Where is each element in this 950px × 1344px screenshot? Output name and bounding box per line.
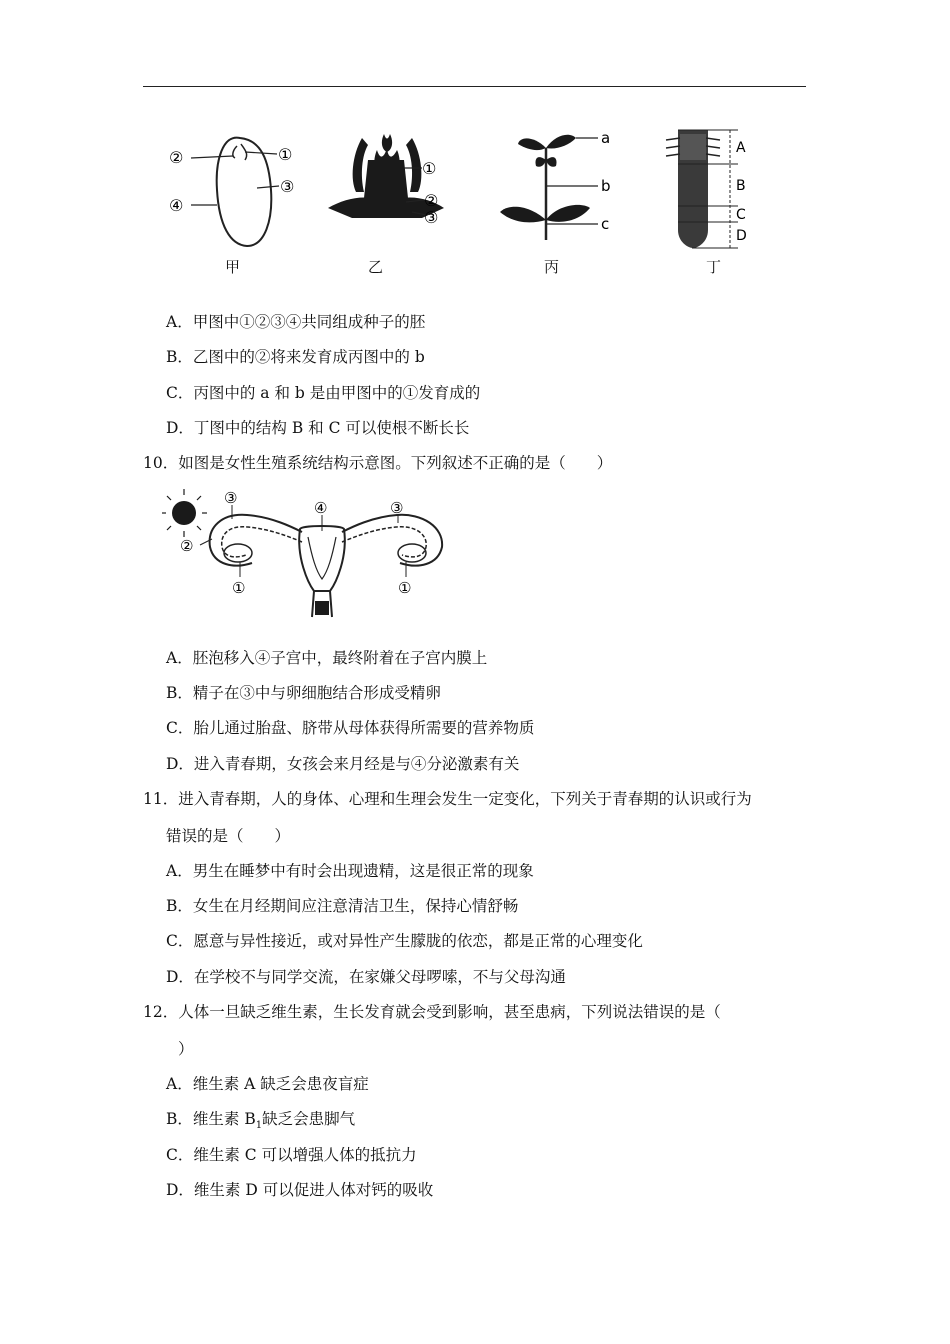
q10-stem: 10．如图是女性生殖系统结构示意图。下列叙述不正确的是（ ） xyxy=(143,454,613,472)
bing-label-b: b xyxy=(601,177,611,195)
q12-stem-line2: ） xyxy=(178,1040,194,1058)
q9-option-a: A．甲图中①②③④共同组成种子的胚 xyxy=(166,313,426,331)
caption-jia: 甲 xyxy=(225,258,241,276)
q10-option-a: A．胚泡移入④子宫中，最终附着在子宫内膜上 xyxy=(166,649,488,667)
q10-option-c: C．胎儿通过胎盘、脐带从母体获得所需要的营养物质 xyxy=(166,719,535,737)
caption-bing: 丙 xyxy=(544,258,560,276)
bing-label-a: a xyxy=(601,129,611,147)
jia-label-1: ① xyxy=(278,145,293,164)
jia-label-3: ③ xyxy=(280,177,295,196)
q9-option-c: C．丙图中的 a 和 b 是由甲图中的①发育成的 xyxy=(166,384,481,402)
figure-jia-seed xyxy=(165,120,305,280)
q11-option-a: A．男生在睡梦中有时会出现遗精，这是很正常的现象 xyxy=(166,862,534,880)
jia-label-4: ④ xyxy=(169,196,184,215)
q12-option-b-suffix: 缺乏会患脚气 xyxy=(262,1110,356,1128)
q12-option-b-prefix: B．维生素 B xyxy=(166,1110,256,1128)
ding-label-c: C xyxy=(736,207,746,223)
ding-label-d: D xyxy=(736,228,747,244)
q12-option-a: A．维生素 A 缺乏会患夜盲症 xyxy=(166,1075,369,1093)
caption-ding: 丁 xyxy=(706,258,722,276)
q9-option-d: D．丁图中的结构 B 和 C 可以使根不断长长 xyxy=(166,419,470,437)
ding-label-a: A xyxy=(736,140,746,156)
q10-option-b: B．精子在③中与卵细胞结合形成受精卵 xyxy=(166,684,441,702)
q12-stem-line1: 12．人体一旦缺乏维生素，生长发育就会受到影响，甚至患病，下列说法错误的是（ xyxy=(143,1003,721,1021)
f10-label-3-right: ③ xyxy=(390,499,404,517)
header-rule xyxy=(143,86,806,87)
q12-option-c: C．维生素 C 可以增强人体的抵抗力 xyxy=(166,1146,417,1164)
f10-label-1-right: ① xyxy=(398,579,412,597)
f10-label-4: ④ xyxy=(314,499,328,517)
f10-label-1-left: ① xyxy=(232,579,246,597)
q11-option-d: D．在学校不与同学交流，在家嫌父母啰嗦，不与父母沟通 xyxy=(166,968,566,986)
q12-option-b-subscript: 1 xyxy=(255,1120,263,1132)
q11-stem-line1: 11．进入青春期，人的身体、心理和生理会发生一定变化，下列关于青春期的认识或行为 xyxy=(143,790,752,808)
figure-bing-seedling xyxy=(498,120,628,280)
figure-yi-bud xyxy=(322,120,452,280)
yi-label-1: ① xyxy=(422,159,437,178)
figure-ding-root-tip xyxy=(658,120,768,280)
ding-label-b: B xyxy=(736,178,746,194)
q11-option-c: C．愿意与异性接近，或对异性产生朦胧的依恋，都是正常的心理变化 xyxy=(166,932,643,950)
q12-option-d: D．维生素 D 可以促进人体对钙的吸收 xyxy=(166,1181,434,1199)
caption-yi: 乙 xyxy=(368,258,384,276)
q12-option-b xyxy=(166,1109,355,1136)
bing-label-c: c xyxy=(601,215,610,233)
yi-label-3: ③ xyxy=(424,208,439,227)
f10-label-2: ② xyxy=(180,537,194,555)
jia-label-2: ② xyxy=(169,148,184,167)
q11-stem-line2: 错误的是（ ） xyxy=(166,827,291,845)
q9-option-b: B．乙图中的②将来发育成丙图中的 b xyxy=(166,348,425,366)
q10-option-d: D．进入青春期，女孩会来月经是与④分泌激素有关 xyxy=(166,755,520,773)
figure-female-reproductive-system xyxy=(162,487,462,622)
f10-label-3-left: ③ xyxy=(224,489,238,507)
q11-option-b: B．女生在月经期间应注意清洁卫生，保持心情舒畅 xyxy=(166,897,519,915)
yi-label-2: ② xyxy=(424,191,439,210)
